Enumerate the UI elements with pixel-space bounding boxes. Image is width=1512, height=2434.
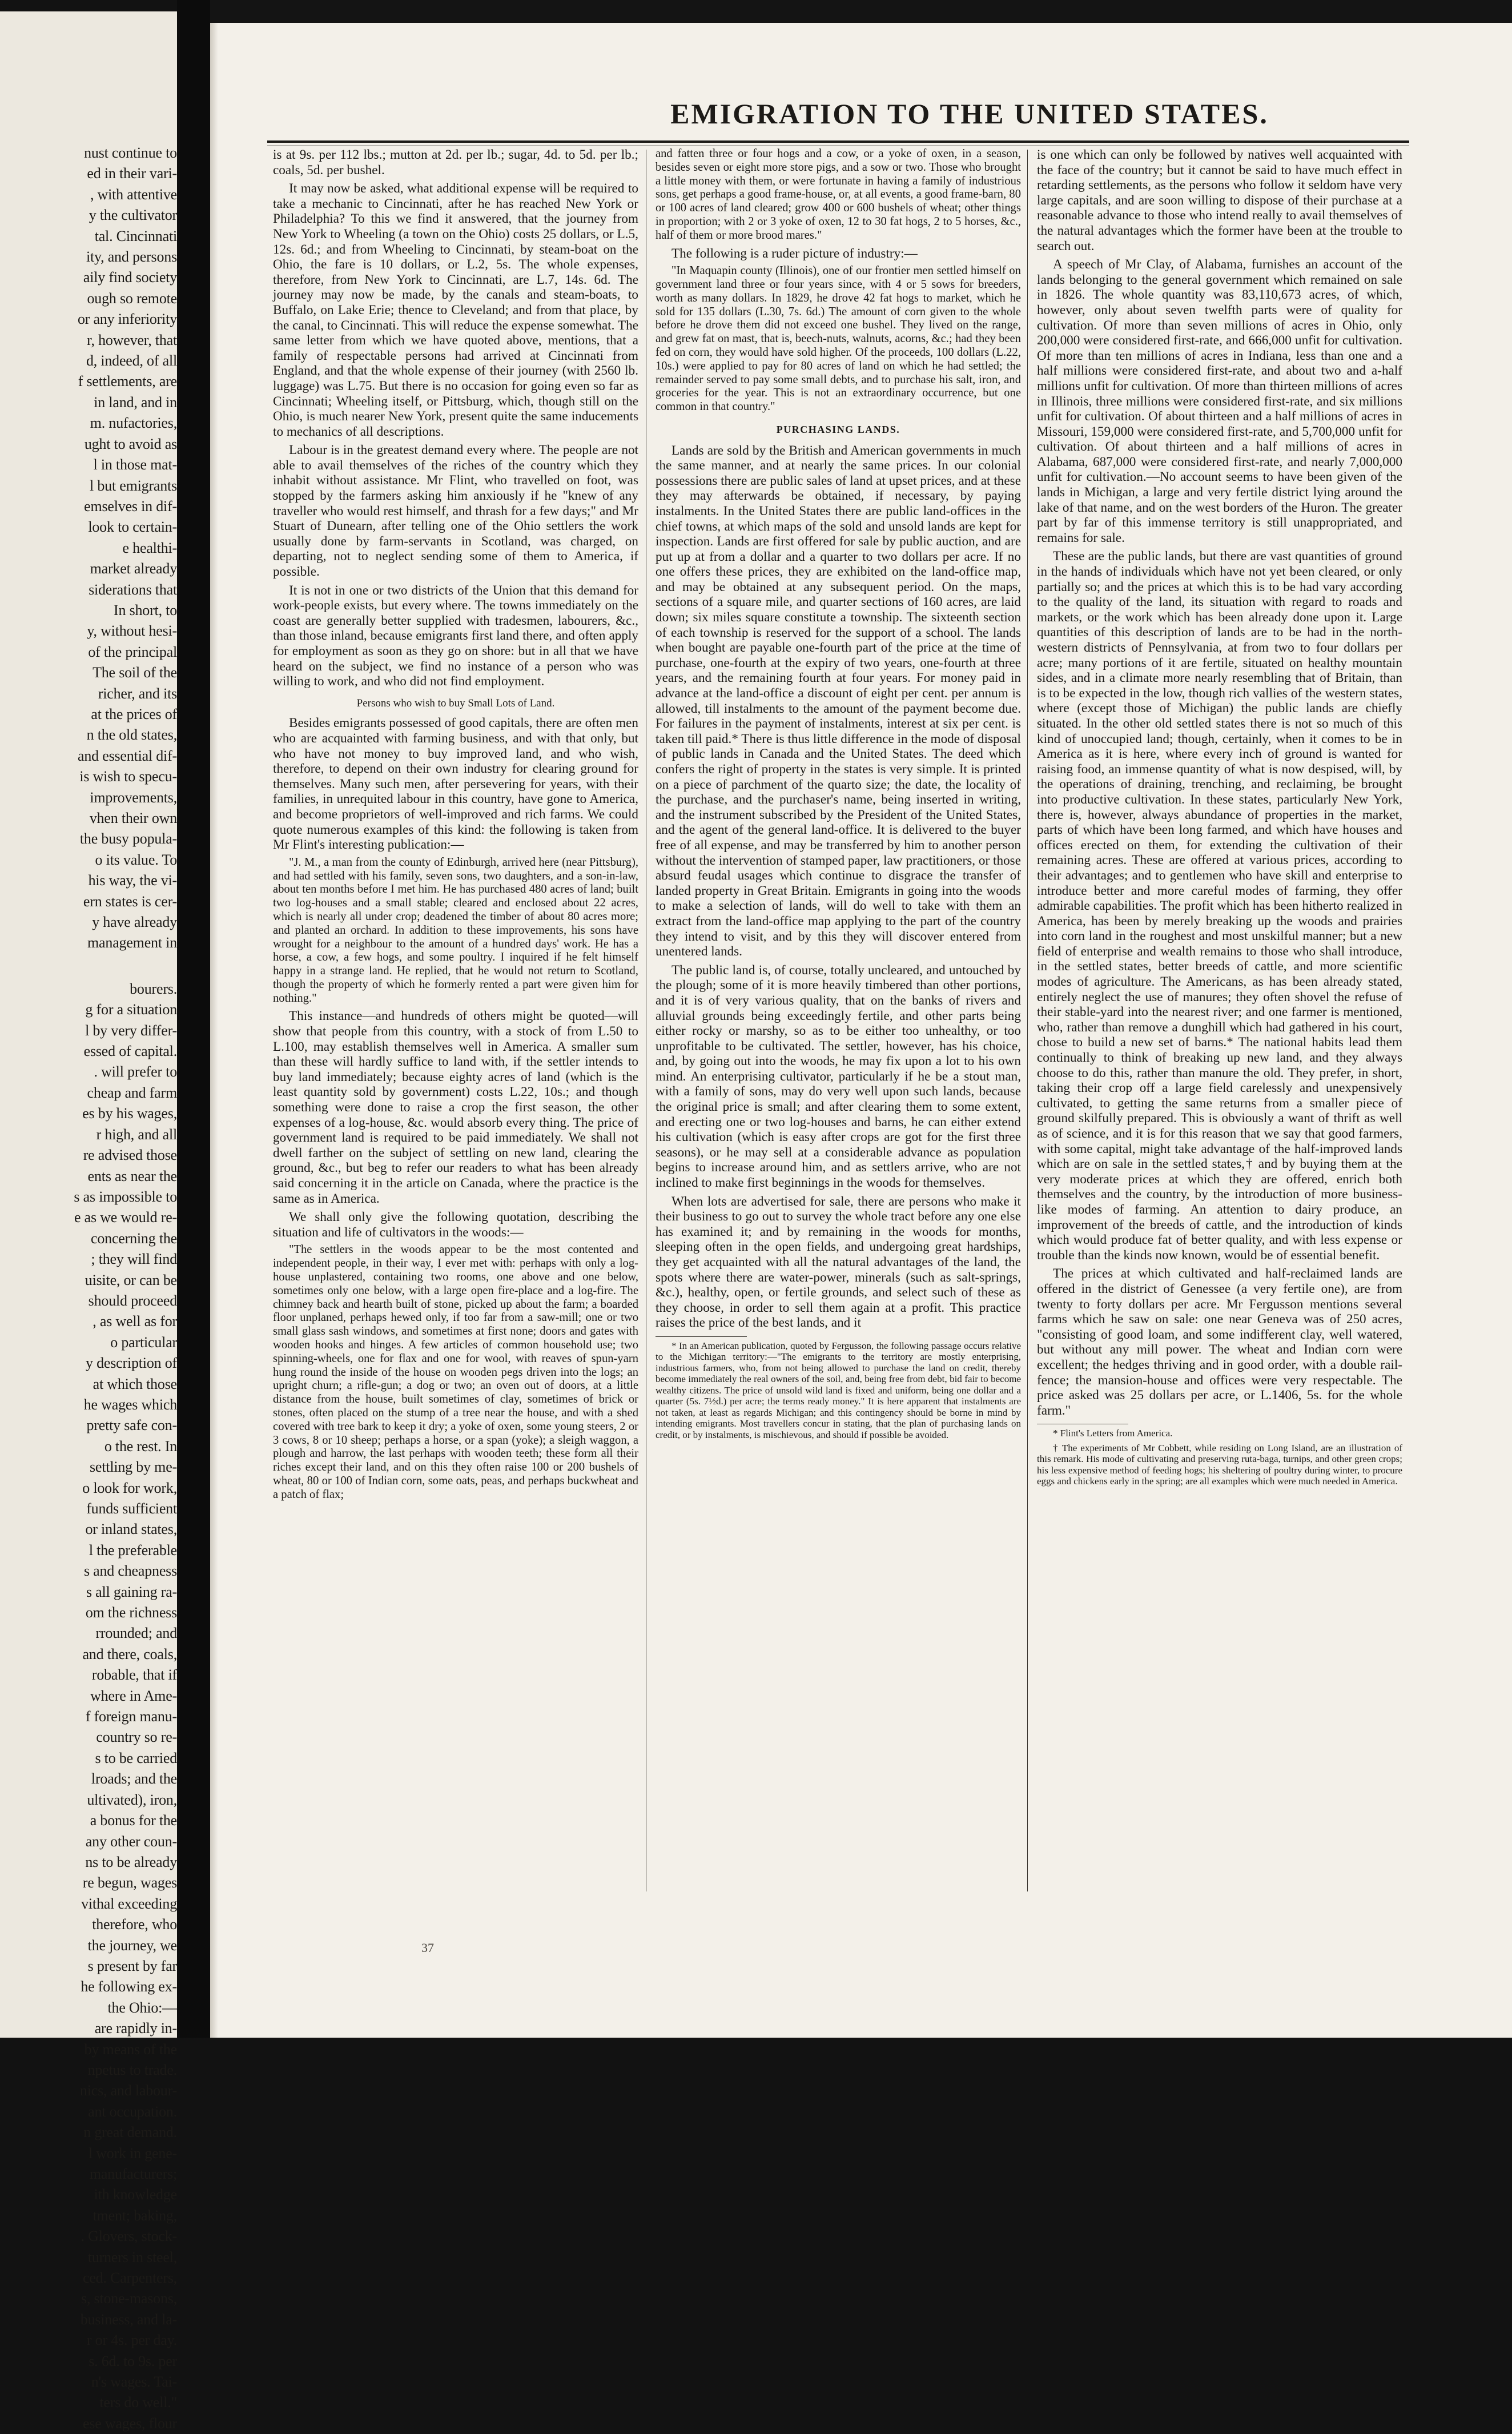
- left-page-line: ese wages, flour: [82, 2415, 177, 2432]
- left-page-line: robable, that if: [91, 1666, 177, 1684]
- paragraph: The prices at which cultivated and half-reclaimed lands are offered in the district of Genessee (a very fertile one), are from twenty to forty dollars per acre. Mr Fergusson mentions several farms which he saw on sale: one near Geneva was of 250 acres, "consisting of good loam, and some indifferent clay, well watered, but without any mill power. The wheat and Indian corn were excellent; the hedges thriving and in good order, with a double rail-fence; the mansion-house and offices were very respectable. The price asked was 25 dollars per acre, or L.1406, 5s. for the whole farm.": [1037, 1266, 1402, 1418]
- left-page-line: ant occupation.: [88, 2103, 177, 2120]
- left-page-line: , as well as for: [93, 1313, 177, 1330]
- footnote: † The experiments of Mr Cobbett, while residing on Long Island, are an illustration of this remark. His mode of cultivating and preserving ruta-baga, turnips, and other green crops; his less expensive method of feeding hogs; his sheltering of poultry during winter, to procure eggs and chickens early in the spring; are all examples which were much needed in America.: [1037, 1442, 1402, 1487]
- left-page-line: re advised those: [83, 1147, 177, 1164]
- left-page-line: his way, the vi-: [88, 872, 177, 889]
- left-page-line: emselves in dif-: [84, 497, 177, 515]
- left-page-line: business, and la-: [80, 2311, 177, 2328]
- left-page-line: vithal exceeding: [81, 1895, 177, 1912]
- left-page-line: g for a situation: [85, 1001, 177, 1018]
- left-page-line: l in those mat-: [93, 456, 177, 473]
- left-page-fragment-group-1: [6, 143, 177, 954]
- left-page-line: tment; baking,: [93, 2207, 177, 2224]
- left-page-line: he wages which: [83, 1396, 177, 1413]
- column-3: [1037, 147, 1402, 1491]
- left-page-line: tal. Cincinnati: [94, 227, 177, 244]
- left-page-line: market already: [90, 560, 177, 577]
- left-page-line: funds sufficient: [86, 1500, 177, 1517]
- left-page-line: r or 4s. per day.: [86, 2332, 177, 2349]
- left-page-line: e as we would re-: [74, 1209, 177, 1226]
- left-page-line: ed in their vari-: [87, 165, 177, 182]
- paragraph: The following is a ruder picture of industry:—: [671, 246, 918, 261]
- block-quote-continued: and fatten three or four hogs and a cow, or a yoke of oxen, in a season, besides seven or eight more store pigs, and a sow or two. Those who brought a little money with them, or were fortunate in having a family of industrious sons, get perhaps a good frame-house, or, at all events, a good frame-barn, 80 or 100 acres of land cleared; grow 400 or 600 bushels of wheat; other things in proportion; with 2 or 3 yoke of oxen, 12 to 30 fat hogs, 2 to 5 horses, &c., half of them or more brood mares.": [656, 147, 1021, 242]
- left-page-line: a bonus for the: [90, 1812, 177, 1829]
- left-page-line: o its value. To: [95, 851, 177, 868]
- left-page-line: n great demand.: [83, 2124, 177, 2141]
- left-page-line: ultivated), iron,: [87, 1791, 177, 1808]
- left-page-line: essed of capital.: [83, 1043, 177, 1060]
- block-quote: "The settlers in the woods appear to be the most contented and independent people, in their way, I ever met with: perhaps with only a log-house unplastered, containing two rooms, one above and one below, sometimes only one below, with a large open fire-place and a log-fire. The chimney back and hearth built of stone, picked up about the farm; a boarded floor unplaned, perhaps hewed only, if too far from a saw-mill; one or two small glass sash windows, and sometimes at first none; doors and gates with wooden hooks and hinges. A few articles of common household use; two spinning-wheels, one for flax and one for wool, with reaves of spun-yarn hung round the inside of the house on wooden pegs driven into the logs; an upright churn; a rifle-gun; a dog or two; an oven out of doors, at a little distance from the house, built sometimes of clay, sometimes of brick or stones, often placed on the stump of a tree near the house, and with a shed covered with tree bark to keep it dry; a yoke of oxen, some young steers, 2 or 3 cows, 8 or 10 sheep; perhaps a horse, or a span (yoke); a sleigh waggon, a plough and harrow, the last perhaps with wooden teeth; these form all their riches except their land, and on this they often raise 100 or 200 bushels of wheat, 80 or 100 of Indian corn, some oats, peas, and perhaps buckwheat and a patch of flax;: [273, 1243, 638, 1501]
- footnote: * Flint's Letters from America.: [1053, 1428, 1173, 1439]
- left-page-line: r, however, that: [87, 331, 177, 348]
- left-page-line: s to be carried: [95, 1749, 177, 1766]
- left-page-line: e healthi-: [122, 539, 177, 556]
- left-page-line: o the rest. In: [104, 1437, 177, 1455]
- left-page-line: lroads; and the: [91, 1770, 177, 1788]
- left-page-line: . will prefer to: [94, 1063, 177, 1081]
- left-page-line: l by very differ-: [85, 1022, 177, 1039]
- left-page-line: cheap and farm: [87, 1084, 177, 1101]
- left-page-line: ced. Carpenters,: [82, 2270, 177, 2287]
- left-page-line: es by his wages,: [82, 1105, 177, 1122]
- left-page-line: . Glovers, stock-: [81, 2228, 177, 2245]
- left-page-line: at the prices of: [91, 705, 177, 722]
- left-page-line: r high, and all: [96, 1126, 177, 1143]
- left-page-line: l work in gene-: [88, 2144, 177, 2162]
- paragraph: Lands are sold by the British and American governments in much the same manner, and at nearly the same prices. In our colonial possessions there are public sales of land at upset prices, and at these they may afterwards be obtained, if necessary, by paying instalments. In the United States there are public land-offices in the chief towns, at which maps of the sold and unsold lands are kept for inspection. Lands are first offered for sale by public auction, and are put up at from a dollar and a quarter to two dollars per acre. If no one offers these prices, they are exhibited on the land-office map, and may be obtained at any subsequent period. On the maps, sections of a square mile, and quarter sections of 160 acres, are laid down; six miles square constitute a township. The sixteenth section of each township is reserved for the support of a school. The lands when bought are payable one-fourth part of the price at the time of purchase, one-fourth at the expiry of two years, one-fourth at three years, and the remaining fourth at four years. For money paid in advance at the land-office a discount of eight per cent. per annum is allowed, till instalments to the amount of the payment become due. For failures in the payment of instalments, interest at six per cent. is taken till paid.* There is thus little difference in the mode of disposal of public lands in Canada and the United States. The deed which confers the right of property in the states is very simple. It is printed on a piece of parchment of the quarto size; the date, the locality of the purchase, and the purchaser's name, being inserted in writing, and the instrument subscribed by the President of the United States, and the agent of the general land-office. It is delivered to the buyer free of all expense, and may be transferred by him to another person without the intervention of stamped paper, law practitioners, or those absurd feudal usages which continue to disgrace the transfer of landed property in Great Britain. Emigrants in going into the woods to make a selection of lands, will do well to take with them an extract from the land-office map applying to the part of the country they intend to visit, and by this they will discover entered from unentered lands.: [656, 443, 1021, 959]
- page-number: 37: [421, 1941, 434, 1955]
- left-page-line: therefore, who: [92, 1916, 177, 1933]
- left-page-line: m. nufactories,: [90, 415, 177, 432]
- left-page-line: are rapidly in-: [94, 2020, 177, 2037]
- left-page-line: settling by me-: [90, 1459, 177, 1476]
- left-page-line: ; they will find: [91, 1251, 177, 1268]
- left-page-line: f settlements, are: [78, 373, 177, 390]
- left-page-text-fragments: [6, 143, 177, 2434]
- left-page-line: n's wages. Tai-: [91, 2373, 177, 2391]
- column-rule-2: [1027, 150, 1028, 1891]
- left-page-line: improvements,: [90, 789, 177, 806]
- paragraph: This instance—and hundreds of others might be quoted—will show that people from this country, with a stock of from L.50 to L.100, may establish themselves well in America. A smaller sum than these will hardly suffice to land with, if the settler intends to buy land immediately; because eighty acres of land (which is the least quantity sold by government) costs L.22, 10s.; and though something were done to raise a crop the first season, the other expenses of a log-house, &c. would absorb every thing. The price of government land is required to be paid immediately. We shall not dwell farther on the subject of settling on new land, clearing the ground, &c., but beg to refer our readers to what has been already said concerning it in the article on Canada, where the practice is the same as in America.: [273, 1009, 638, 1206]
- left-page-line: uisite, or can be: [85, 1271, 177, 1288]
- left-page-line: ern states is cer-: [83, 893, 177, 910]
- paragraph: It is not in one or two districts of the Union that this demand for work-people exists, but every where. The towns immediately on the coast are generally better supplied with tradesmen, labourers, &c., than those inland, because emigrants first land there, and often apply for employment as soon as they go on shore: but in all that we have heard on the subject, we find no instance of a person who was willing to work, and who did not find employment.: [273, 583, 638, 689]
- paragraph: These are the public lands, but there are vast quantities of ground in the hands of individuals which have not yet been cleared, or only partially so; and the prices at which this is to be had vary according to the quality of the land, its situation with regard to roads and markets, or the work which has been already done upon it. Large quantities of this description of lands are to be had in the north-western districts of Pennsylvania, at from two to four dollars per acre; many portions of it are fertile, situated on healthy mountain sides, and in a climate more nearly resembling that of Britain, than is to be expected in the low, though rich vallies of the western states, where (except those of Michigan) the public lands are chiefly situated. In the other old settled states there is not so much of this kind of unoccupied land; though, certainly, when it comes to be in America as it is here, where every inch of ground is wanted for raising food, an immense quantity of what is now despised, will, by the operations of draining, trenching, and reclaiming, be brought into productive cultivation. In these states, particularly New York, there is, however, always abundance of properties in the market, parts of which have been long farmed, and which have houses and offices erected on them, for extending the cultivation of their remaining acres. These are offered at various prices, according to their advantages; and to gentlemen who have skill and enterprise to introduce better and more careful modes of farming, they offer admirable capabilities. The profit which has been hitherto realized in America, has been by merely breaking up the woods and prairies into corn land in the roughest and most unskilful manner; but a new field of enterprise and wealth remains to those who shall introduce, in the settled states, better breeds of cattle, and more scientific modes of agriculture. The Americans, as has been already stated, entirely neglect the use of manures; they often shovel the refuse of their stable-yard into the nearest river; and one farmer is mentioned, who, rather than remove a dunghill which had gathered in his court, chose to build a new set of barns.* The national habits lead them continually to think of breaking up new land, and they always choose to do this, rather than manure the old. They prefer, in short, taking their crop off a large field carelessly and unexpensively cultivated, to getting the same returns from a smaller piece of ground skilfully prepared. This is obviously a want of thrift as well as of science, and it is for this reason that we say that good farmers, with some capital, might take advantage of the half-improved lands which are on sale in the settled states,† and by buying them at the very moderate prices at which they are offered, enrich both themselves and the country, by the introduction of more business-like modes of farming. An attention to dairy produce, an improvement of the breeds of cattle, and the introduction of kinds which would produce fat of better quality, and with less expense or trouble than the kinds now known, would be of essential benefit.: [1037, 549, 1402, 1263]
- left-page-line: aily find society: [83, 269, 177, 286]
- scan-top-border: [210, 0, 1512, 23]
- left-page-line: any other coun-: [85, 1833, 177, 1850]
- left-page-line: rrounded; and: [95, 1625, 177, 1642]
- left-page-line: npetus to trade.: [87, 2061, 177, 2078]
- paragraph: Labour is in the greatest demand every where. The people are not able to avail themselves of the riches of the country which they inhabit without assistance. Mr Flint, who travelled on foot, was stopped by the farmers asking him anxiously if he "knew of any traveller who would rest himself, and thrash for a few days;" and Mr Stuart of Dunearn, after telling one of the Ohio settlers the work usually done by farm-servants in Scotland, was charged, on departing, not to neglect sending some of them to America, if possible.: [273, 443, 638, 580]
- left-page-line: y the cultivator: [89, 207, 177, 224]
- paragraph: It may now be asked, what additional expense will be required to take a mechanic to Cincinnati, after he has reached New York or Philadelphia? To this we find it answered, that the journey from New York to Wheeling (a town on the Ohio) costs 25 dollars, or L.5, 12s. 6d.; and from Wheeling to Cincinnati, by steam-boat on the Ohio, the fare is 10 dollars, or L.2, 5s. The whole expenses, therefore, from New York to Cincinnati, are L.7, 14s. 6d. The journey may now be made, by the canals and steam-boats, to Buffalo, on Lake Erie; thence to Cleveland; and from that place, by the canal, to Cincinnati. This will reduce the expense somewhat. The same letter from which we have quoted above, mentions, that a family of respectable persons had arrived at Cincinnati from England, and that the whole expense of their journey (with 2560 lb. luggage) was L.75. But there is no occasion for going even so far as Cincinnati; Wheeling itself, or Pittsburg, which, though still on the Ohio, is much nearer New York, present quite the same inducements to mechanics of all descriptions.: [273, 181, 638, 439]
- left-page-line: nust continue to: [84, 144, 177, 161]
- left-page-line: s, stone-masons,: [81, 2290, 177, 2307]
- left-page-line: ith knowledge: [94, 2186, 177, 2203]
- left-page-line: s and cheapness: [83, 1563, 177, 1580]
- left-page-line: the busy popula-: [79, 830, 177, 848]
- left-page-line: and there, coals,: [82, 1645, 177, 1662]
- left-page-line: should proceed: [88, 1292, 177, 1309]
- left-page-line: management in: [87, 934, 177, 951]
- left-page-line: and essential dif-: [77, 747, 177, 764]
- paragraph: We shall only give the following quotation, describing the situation and life of cultivators in the woods:—: [273, 1210, 638, 1240]
- left-page-line: is wish to specu-: [79, 768, 177, 785]
- left-page-line: , with attentive: [90, 186, 177, 203]
- left-page-line: ns to be already: [85, 1853, 177, 1870]
- left-page-line: o particular: [110, 1334, 177, 1351]
- running-head: EMIGRATION TO THE UNITED STATES.: [670, 98, 1269, 130]
- left-page-line: bourers.: [130, 980, 177, 997]
- left-page-line: ity, and persons: [86, 248, 177, 266]
- left-page-line: s all gaining ra-: [86, 1583, 177, 1600]
- book-gutter: [177, 0, 210, 2038]
- left-page-line: of the principal: [88, 643, 177, 660]
- section-heading: PURCHASING LANDS.: [776, 423, 900, 435]
- left-page-line: y, without hesi-: [87, 622, 177, 640]
- left-page-line: f foreign manu-: [85, 1708, 177, 1725]
- left-page-line: om the richness: [85, 1604, 177, 1621]
- left-page-line: o look for work,: [82, 1479, 177, 1496]
- column-2: [656, 147, 1021, 1444]
- left-page-line: n the old states,: [86, 726, 177, 744]
- left-page-line: where in Ame-: [90, 1687, 177, 1704]
- left-page-line: turners in steel,: [87, 2248, 177, 2266]
- paragraph: The public land is, of course, totally uncleared, and untouched by the plough; some of it is more heavily timbered than other portions, and it is of very various quality, that on the banks of rivers and alluvial grounds being exceedingly fertile, and other parts being either rocky or marshy, so as to be either too unhealthy, or too unprofitable to be cultivated. The settler, however, has his choice, and, by going out into the woods, he may fix upon a lot to his own mind. An enterprising cultivator, particularly if he be a stout man, with a family of sons, may do very well upon such lands, because the original price is small; and after clearing them to some extent, and erecting one or two log-houses and barns, he can either extend his cultivation (which is easy after crops are got for the first three seasons), or he may sell at a considerable advance as population begins to increase around him, and as settlers arrive, who are not inclined to make first beginnings in the woods for themselves.: [656, 962, 1021, 1191]
- block-quote: "J. M., a man from the county of Edinburgh, arrived here (near Pittsburg), and had settled with his family, seven sons, two daughters, and a son-in-law, about ten months before I met him. He has purchased 480 acres of land; built two log-houses and a small stable; cleared and enclosed about 22 acres, which is nearly all under crop; deadened the timber of about 80 acres more; and planted an orchard. In addition to these improvements, his sons have wrought for a neighbour to the amount of a hundred days' work. He has a horse, a cow, a few hogs, and some poultry. I inquired if he felt himself happy in a strange land. He replied, that he would not return to Scotland, though the property of which he formerly rented a part were given him for nothing.": [273, 855, 638, 1005]
- left-page-line: in land, and in: [94, 393, 177, 411]
- left-page-line: The soil of the: [93, 664, 177, 681]
- left-page-line: ents as near the: [87, 1167, 177, 1184]
- paragraph: is one which can only be followed by natives well acquainted with the face of the country; but it cannot be said to have much effect in retarding settlements, as the persons who follow it seldom have very large capitals, and are soon willing to dispose of their purchase at a reasonable advance to those who intend really to avail themselves of the natural advantages which the former have been at the trouble to search out.: [1037, 147, 1402, 254]
- scanned-page: [210, 0, 1512, 2038]
- left-page-line: ters do well.": [99, 2394, 177, 2411]
- left-page-line: s present by far: [87, 1957, 177, 1974]
- column-1: [273, 147, 638, 1505]
- left-page-line: s as impossible to: [74, 1188, 177, 1205]
- left-page-line: concerning the: [91, 1230, 177, 1247]
- left-page-line: manufacturers;: [89, 2166, 177, 2182]
- left-page-line: ough so remote: [87, 290, 177, 307]
- left-page-line: pretty safe con-: [86, 1417, 177, 1434]
- left-page-line: he following ex-: [81, 1978, 177, 1995]
- left-page-line: country so re-: [96, 1729, 177, 1746]
- block-quote: "In Maquapin county (Illinois), one of our frontier men settled himself on government land three or four years since, with 4 or 5 sows for breeders, worth as many dollars. In 1829, he drove 42 fat hogs to market, which he sold for 135 dollars (L.30, 7s. 6d.) The amount of corn given to the whole before he drove them did not exceed one bushel. They lived on the range, and grew fat on mast, that is, beech-nuts, walnuts, acorns, &c.; had they been fed on corn, they would have sold higher. Of the proceeds, 100 dollars (L.22, 10s.) were applied to pay for 80 acres of land on which he had settled; the remainder served to pay some small debts, and to purchase his salt, iron, and groceries for the year. This is not an extraordinary occurrence, but one common in that country.": [656, 264, 1021, 413]
- left-page-line: s. 6d. to 9s. per: [89, 2352, 177, 2369]
- footnote: * In an American publication, quoted by Fergusson, the following passage occurs relative to the Michigan territory:—"The emigrants to the territory are mostly enterprising, industrious farmers, who, from not being allowed to purchase the land on credit, thereby become immediately the real owners of the soil, and, being free from debt, bid fair to become wealthy citizens. The price of unsold wild land is fixed and uniform, being one dollar and a quarter (5s. 7½d.) per acre; the terms ready money." It is here apparent that instalments are not taken, at least as regards Michigan; and this contingency should be borne in mind by intending emigrants. Most travellers concur in stating, that the plan of purchasing lands on credit, or by instalments, is mischievous, and should if possible be avoided.: [656, 1340, 1021, 1440]
- left-page-line: re begun, wages: [82, 1874, 177, 1891]
- left-page-line: richer, and its: [98, 685, 177, 702]
- paragraph: is at 9s. per 112 lbs.; mutton at 2d. per lb.; sugar, 4d. to 5d. per lb.; coals, 5d. per bushel.: [273, 147, 638, 178]
- left-page-line: or any inferiority: [77, 311, 177, 328]
- subheading: Persons who wish to buy Small Lots of Land.: [356, 697, 555, 709]
- left-page-line: y description of: [86, 1355, 177, 1372]
- page-edge-shadow: [210, 0, 218, 2038]
- left-page-fragment-group-2: [6, 979, 177, 2434]
- left-page-line: or inland states,: [85, 1521, 177, 1538]
- left-page-line: y have already: [92, 914, 177, 931]
- left-page-line: siderations that: [89, 581, 177, 598]
- left-page-line: ught to avoid as: [84, 435, 177, 452]
- left-page-line: l but emigrants: [90, 477, 177, 494]
- left-page-line: In short, to: [114, 601, 177, 618]
- left-page-line: look to certain-: [88, 519, 177, 536]
- left-page-line: d, indeed, of all: [86, 352, 177, 369]
- left-page-line: vhen their own: [89, 810, 177, 826]
- left-page-line: at which those: [93, 1375, 177, 1392]
- running-head-rule: [267, 140, 1409, 146]
- left-page-line: the journey, we: [87, 1937, 177, 1954]
- left-page-line: the Ohio:—: [107, 1999, 177, 2016]
- paragraph: Besides emigrants possessed of good capitals, there are often men who are acquainted with farming business, and with that only, but who have not money to buy improved land, and who wish, therefore, to depend on their own industry for clearing ground for themselves. Many such men, after persevering for years, with their families, in unrequited labour in this country, have gone to America, and become proprietors of well-improved and rich farms. We could quote numerous examples of this kind: the following is taken from Mr Flint's interesting publication:—: [273, 716, 638, 853]
- paragraph: A speech of Mr Clay, of Alabama, furnishes an account of the lands belonging to the general government which remained on sale in 1826. The whole quantity was 83,110,673 acres, of which, however, only about seven twelfth parts were of quality for cultivation. Of more than seven millions of acres in Ohio, only 200,000 were considered first-rate, and 666,000 unfit for cultivation. Of more than ten millions of acres in Indiana, less than one and a half millions were considered first-rate, and about two and a-half millions unfit for cultivation. Of more than thirteen millions of acres in Illinois, three millions were considered first-rate, and six millions unfit for cultivation. Of about thirteen and a half millions of acres in Missouri, 159,000 were considered first-rate, and 5,700,000 unfit for cultivation. Of about thirteen and a half millions of acres in Alabama, 687,000 were considered first-rate, and nearly 7,000,000 unfit for cultivation.—No account seems to have been given of the lands in Michigan, a large and very fertile district lying around the lake of that name, and on the west borders of the Huron. The greater part by far of this immense territory is still unappropriated, and remains for sale.: [1037, 257, 1402, 545]
- left-page-line: nics, and labour-: [79, 2082, 177, 2099]
- adjacent-left-page: [0, 11, 177, 2432]
- paragraph: When lots are advertised for sale, there are persons who make it their business to go out to survey the whole tract before any one else has examined it; and by remaining in the woods for months, sleeping often in the open fields, and undergoing great hardships, they get acquainted with all the natural advantages of the land, the spots where there are water-power, minerals (such as salt-springs, &c.), healthy, open, or fertile grounds, and select such of these as they choose, in order to sell them again at a profit. This practice raises the price of the best lands, and it: [656, 1194, 1021, 1331]
- left-page-line: by means of the: [84, 2041, 177, 2058]
- left-page-line: l the preferable: [89, 1541, 177, 1559]
- footnote-rule: [656, 1336, 747, 1337]
